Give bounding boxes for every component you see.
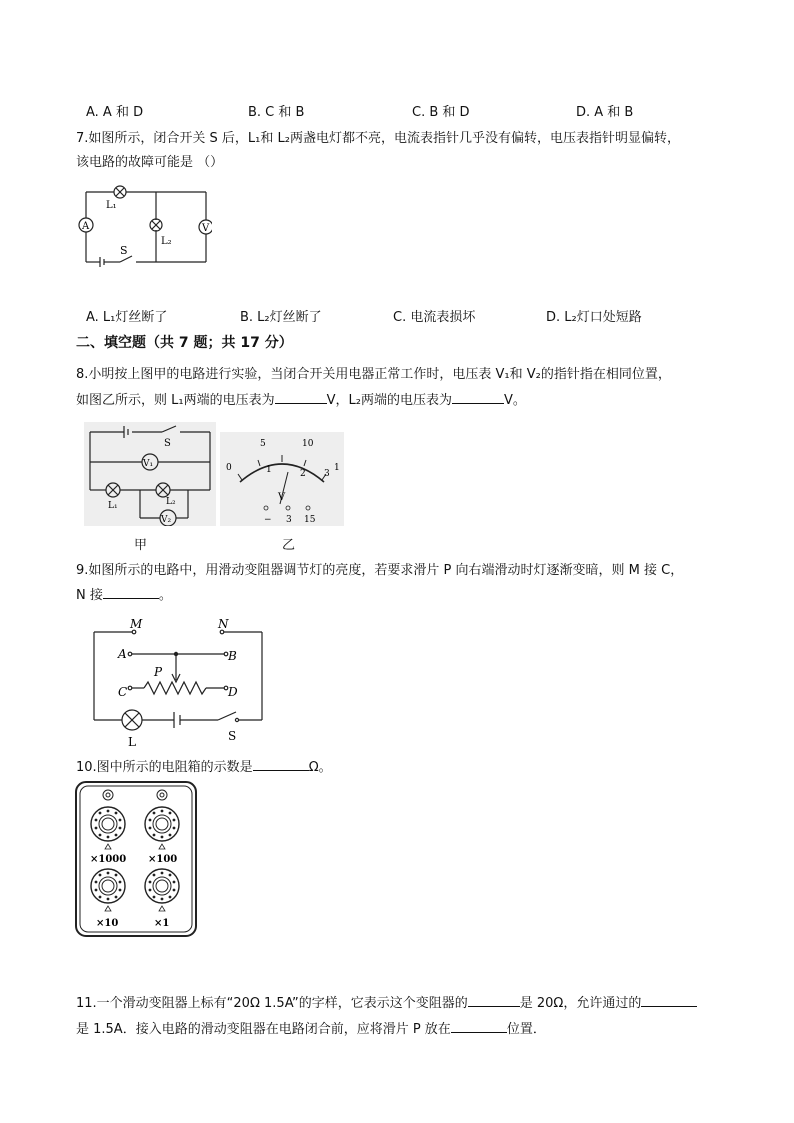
- q6-option-d: D. A 和 B: [576, 105, 634, 120]
- q7-voltmeter-label: V: [202, 223, 210, 234]
- q9-label-n: N: [218, 617, 229, 631]
- q7-text-line1: 7.如图所示，闭合开关 S 后，L₁和 L₂两盏电灯都不亮，电流表指针几乎没有偏转，电压表指针明显偏转，: [76, 131, 680, 146]
- section2-title: 二、填空题（共 7 题；共 17 分）: [76, 335, 293, 351]
- meter-tick-2: 2: [300, 469, 306, 479]
- q7-text-line2: 该电路的故障可能是 （）: [76, 155, 224, 170]
- q9-text-line1: 9.如图所示的电路中，用滑动变阻器调节灯的亮度，若要求滑片 P 向右端滑动时灯逐渐变暗，则 M 接 C，: [76, 563, 684, 578]
- q10-blank[interactable]: [253, 758, 309, 771]
- q9-label-l: L: [128, 735, 136, 748]
- q9-blank[interactable]: [103, 586, 159, 599]
- meter-tick-3: 3: [324, 469, 330, 479]
- q9-label-m: M: [130, 617, 143, 631]
- q8-text-part2: V，L₂两端的电压表为: [326, 393, 452, 408]
- q8-blank-1[interactable]: [275, 391, 327, 404]
- q9-label-b: B: [228, 649, 237, 663]
- q10-multiplier-1000: ×1000: [90, 854, 127, 865]
- q11-blank-3[interactable]: [451, 1020, 507, 1033]
- q10-resistance-box: [74, 780, 198, 938]
- q8-caption-yi: 乙: [282, 538, 296, 553]
- q7-circuit-diagram: [76, 178, 212, 270]
- q8-l2-label: L₂: [166, 497, 176, 507]
- q6-option-c: C. B 和 D: [412, 105, 470, 120]
- q7-option-c: C. 电流表损坏: [393, 310, 476, 325]
- q9-label-s: S: [228, 729, 237, 743]
- meter-terminal-3: 3: [286, 515, 292, 525]
- q8-circuit-diagram-jia: [84, 422, 216, 526]
- q9-label-d: D: [228, 685, 238, 699]
- q8-text-part1: 如图乙所示，则 L₁两端的电压表为: [76, 393, 275, 408]
- q8-v2-label: V₂: [161, 515, 172, 525]
- meter-terminal-15: 15: [304, 515, 316, 525]
- q8-l1-label: L₁: [108, 501, 118, 511]
- q11-text-line1: [76, 994, 697, 1013]
- q8-switch-label: S: [164, 438, 171, 449]
- q9-label-c: C: [118, 685, 128, 699]
- q11-text-line2: [76, 1020, 546, 1039]
- q7-ammeter-label: A: [82, 221, 90, 232]
- q8-text-line1: 8.小明按上图甲的电路进行实验，当闭合开关用电器正常工作时，电压表 V₁和 V₂的指针指在相同位置，: [76, 367, 671, 382]
- meter-tick-10: 10: [302, 439, 314, 449]
- meter-terminal-minus: −: [264, 515, 272, 525]
- q9-text-part1: N 接: [76, 588, 103, 603]
- q9-circuit-diagram: [90, 616, 270, 748]
- q9-label-a: A: [118, 647, 127, 661]
- q6-option-a: A. A 和 D: [86, 105, 144, 120]
- q8-v1-label: V₁: [143, 459, 154, 469]
- q8-caption-jia: 甲: [134, 538, 148, 553]
- q7-l2-label: L₂: [161, 236, 172, 247]
- meter-tick-1-right: 1: [334, 463, 340, 473]
- q8-text-line2: [76, 391, 526, 410]
- q7-option-d: D. L₂灯口处短路: [546, 310, 642, 325]
- q10-multiplier-10: ×10: [96, 918, 119, 929]
- q10-text-part2: Ω。: [308, 760, 332, 775]
- q10-multiplier-100: ×100: [148, 854, 178, 865]
- q7-l1-label: L₁: [106, 200, 117, 211]
- q8-blank-2[interactable]: [452, 391, 504, 404]
- q10-text: [76, 758, 332, 777]
- q8-text-part3: V。: [503, 393, 526, 408]
- q7-option-a: A. L₁灯丝断了: [86, 310, 168, 325]
- q10-multiplier-1: ×1: [154, 918, 170, 929]
- q11-text-part4: 位置．: [506, 1022, 546, 1037]
- meter-unit-v: V: [278, 492, 286, 503]
- meter-tick-5: 5: [260, 439, 266, 449]
- meter-tick-0: 0: [226, 463, 232, 473]
- q7-switch-label: S: [120, 244, 128, 257]
- q10-text-part1: 10.图中所示的电阻箱的示数是: [76, 760, 253, 775]
- meter-tick-1: 1: [266, 465, 272, 475]
- q11-blank-2[interactable]: [641, 994, 697, 1007]
- q11-blank-1[interactable]: [468, 994, 520, 1007]
- q9-text-line2: [76, 586, 172, 605]
- q8-voltmeter-dial-yi: [220, 432, 344, 526]
- q9-text-part2: 。: [158, 588, 172, 603]
- q11-text-part1: 11.一个滑动变阻器上标有“20Ω 1.5A”的字样，它表示这个变阻器的: [76, 996, 468, 1011]
- q6-option-b: B. C 和 B: [248, 105, 305, 120]
- q11-text-part2: 是 20Ω，允许通过的: [519, 996, 642, 1011]
- q9-label-p: P: [154, 665, 163, 679]
- q11-text-part3: 是 1.5A．接入电路的滑动变阻器在电路闭合前，应将滑片 P 放在: [76, 1022, 451, 1037]
- q7-option-b: B. L₂灯丝断了: [240, 310, 322, 325]
